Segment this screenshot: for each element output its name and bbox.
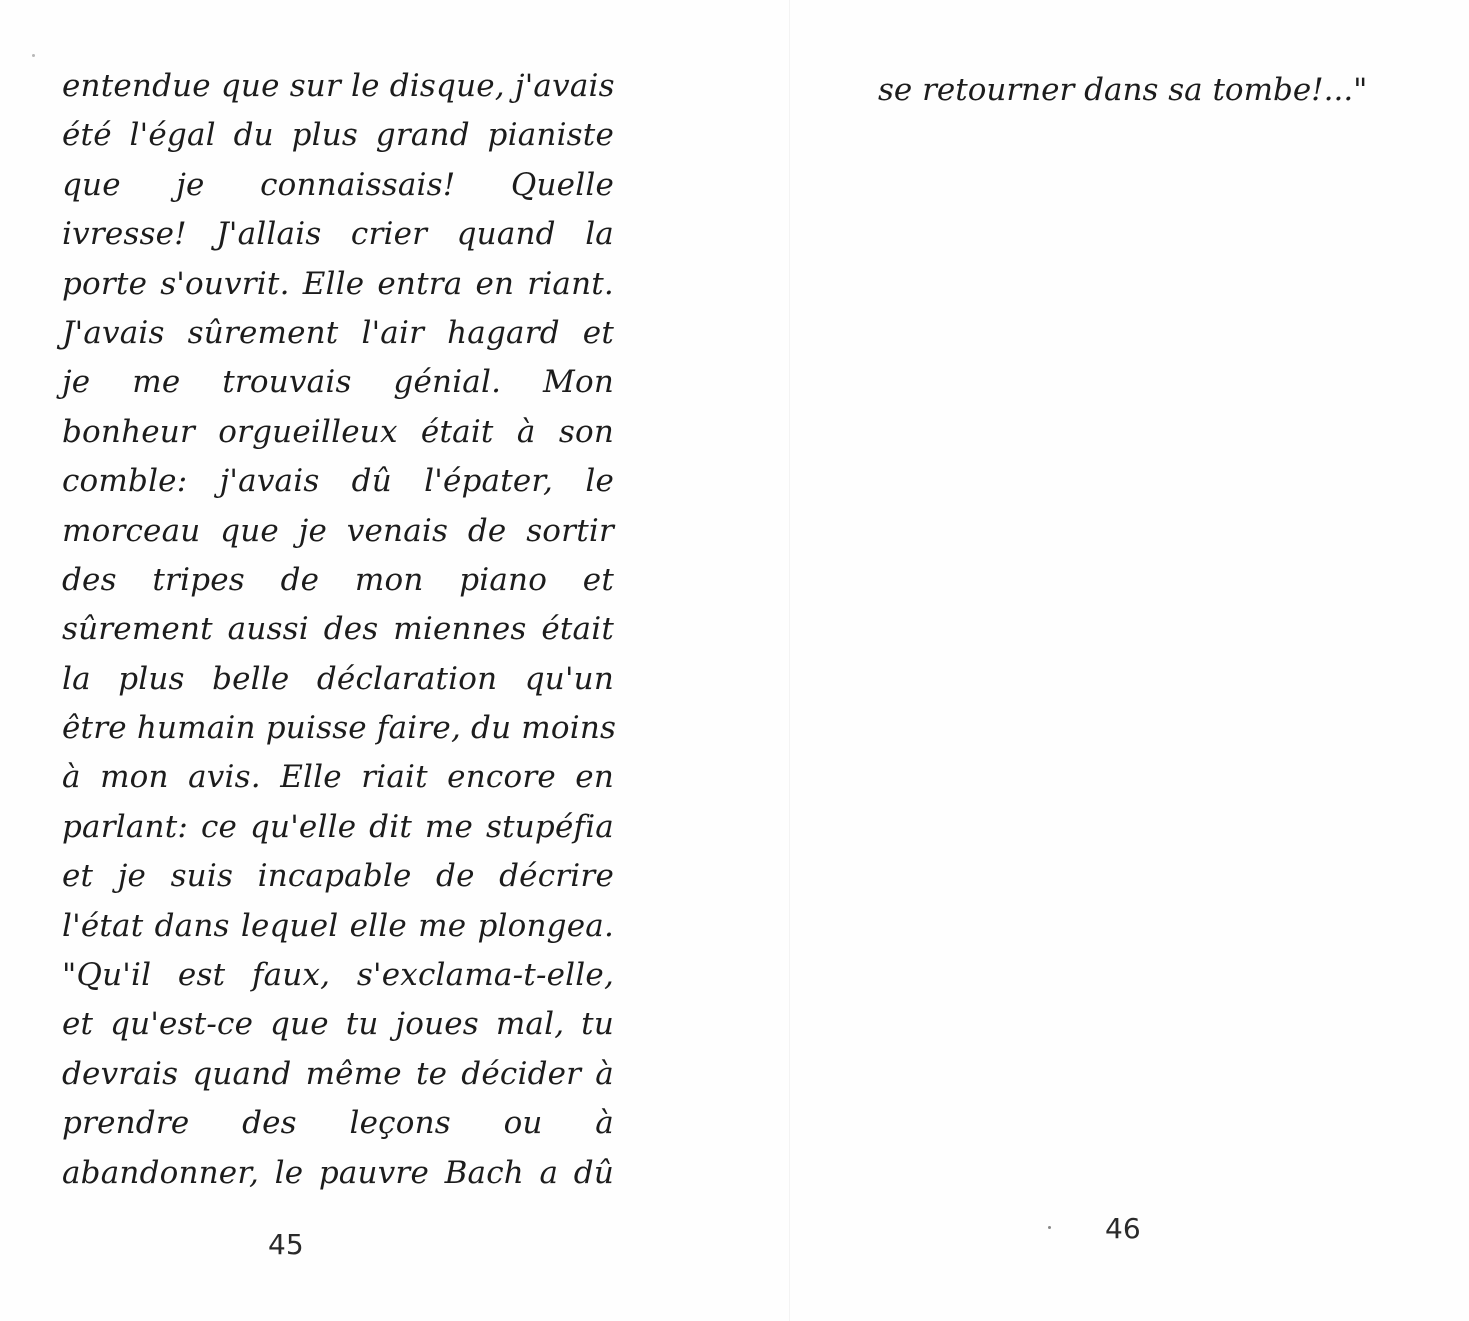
text-line: être humain puisse faire, du moins bbox=[62, 710, 617, 747]
text-line: morceau que je venais de sortir bbox=[62, 512, 614, 549]
text-line: entendue que sur le disque, j'avais bbox=[62, 68, 615, 104]
paper-speck bbox=[1048, 1226, 1051, 1229]
text-line: et qu'est-ce que tu joues mal, tu bbox=[62, 1006, 614, 1043]
text-line: été l'égal du plus grand pianiste bbox=[62, 117, 614, 154]
text-line: prendre des leçons ou à bbox=[62, 1105, 614, 1142]
text-line: porte s'ouvrit. Elle entra en riant. bbox=[62, 265, 614, 302]
page-number-right: 46 bbox=[1105, 1212, 1141, 1245]
text-line: l'état dans lequel elle me plongea. bbox=[62, 907, 614, 944]
text-line: devrais quand même te décider à bbox=[62, 1055, 614, 1092]
text-line: à mon avis. Elle riait encore en bbox=[62, 759, 614, 796]
text-line: comble: j'avais dû l'épater, le bbox=[62, 463, 614, 500]
text-line: la plus belle déclaration qu'un bbox=[62, 660, 614, 697]
text-line: bonheur orgueilleux était à son bbox=[62, 413, 614, 450]
text-line: des tripes de mon piano et bbox=[62, 561, 614, 598]
text-line: sûrement aussi des miennes était bbox=[62, 611, 614, 648]
text-line: abandonner, le pauvre Bach a dû bbox=[62, 1154, 614, 1191]
text-line: parlant: ce qu'elle dit me stupéfia bbox=[62, 808, 614, 845]
text-line: ivresse! J'allais crier quand la bbox=[62, 216, 614, 253]
text-line: je me trouvais génial. Mon bbox=[62, 364, 614, 401]
right-page-text-line: se retourner dans sa tombe!..." bbox=[878, 72, 1368, 108]
text-line: J'avais sûrement l'air hagard et bbox=[62, 314, 614, 351]
right-page bbox=[790, 0, 1469, 1321]
text-line: "Qu'il est faux, s'exclama-t-elle, bbox=[62, 957, 614, 994]
left-page-text bbox=[62, 62, 617, 1198]
text-line: et je suis incapable de décrire bbox=[62, 858, 614, 895]
paper-speck bbox=[32, 54, 35, 57]
text-line: que je connaissais! Quelle bbox=[62, 166, 614, 203]
page-number-left: 45 bbox=[268, 1228, 304, 1261]
